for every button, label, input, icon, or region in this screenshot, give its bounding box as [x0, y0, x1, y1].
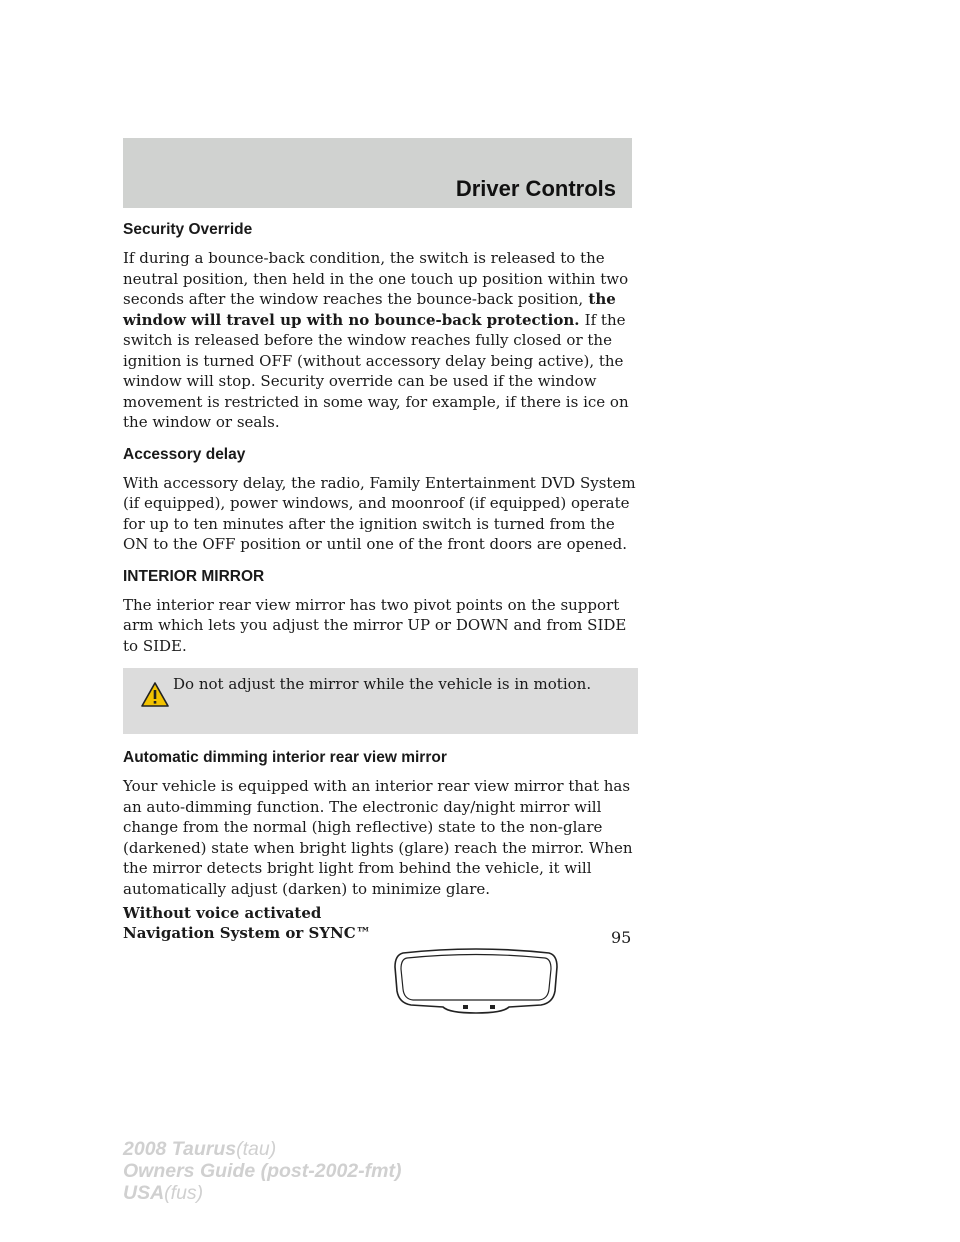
mirror-caption: Without voice activated Navigation System or SYNC™	[123, 904, 371, 942]
warning-text: Do not adjust the mirror while the vehicle is in motion.	[173, 675, 592, 693]
footer-line-3	[123, 1182, 401, 1204]
footer-line-2: Owners Guide (post-2002-fmt)	[123, 1160, 402, 1182]
footer-model: 2008 Taurus	[123, 1138, 237, 1160]
heading-auto-dimming: Automatic dimming interior rear view mirror	[123, 749, 447, 766]
paragraph-security-override	[123, 248, 638, 433]
footer-market: USA	[123, 1182, 165, 1204]
heading-security-override: Security Override	[123, 221, 253, 238]
page-content	[123, 220, 638, 1053]
paragraph-interior-mirror: The interior rear view mirror has two pivot points on the support arm which lets you adjust the mirror UP or DOWN and from SIDE to SIDE.	[123, 595, 627, 655]
footer-model-code: (tau)	[236, 1138, 277, 1160]
header-band	[123, 138, 632, 208]
mirror-figure-block	[123, 903, 638, 1053]
paragraph-auto-dimming: Your vehicle is equipped with an interior rear view mirror that has an auto-dimming function. The electronic day/night mirror will change from the normal (high reflective) state to the non-glare (darkened) state when bright lights (glare) reach the mirror. When the mirror detects bright light from behind the vehicle, it will automatically adjust (darken) to minimize glare.	[123, 777, 633, 898]
warning-box	[123, 668, 638, 734]
section-title: Driver Controls	[455, 176, 616, 201]
warning-triangle-icon	[141, 682, 169, 708]
heading-accessory-delay: Accessory delay	[123, 445, 246, 463]
footer	[123, 1138, 401, 1204]
bold-text-run: the window will travel up with no bounce-back protection.	[123, 290, 616, 329]
text-run: If during a bounce-back condition, the switch is released to the neutral position, then held in the one touch up position within two seconds after the window reaches the bounce-back position,	[123, 249, 629, 308]
text-run: If the switch is released before the window reaches fully closed or the ignition is turned OFF (without accessory delay being active), the window will stop. Security override can be used if the window movement is restricted in some way, for example, if there is ice on the window or seals.	[123, 310, 629, 431]
footer-line-1	[123, 1138, 401, 1160]
footer-market-code: (fus)	[164, 1182, 204, 1204]
rear-view-mirror-illustration	[393, 947, 559, 1015]
heading-interior-mirror: INTERIOR MIRROR	[123, 567, 265, 585]
page-number: 95	[611, 928, 632, 947]
paragraph-accessory-delay: With accessory delay, the radio, Family Entertainment DVD System (if equipped), power windows, and moonroof (if equipped) operate for up to ten minutes after the ignition switch is turned from the ON to the OFF position or until one of the front doors are opened.	[123, 473, 636, 553]
